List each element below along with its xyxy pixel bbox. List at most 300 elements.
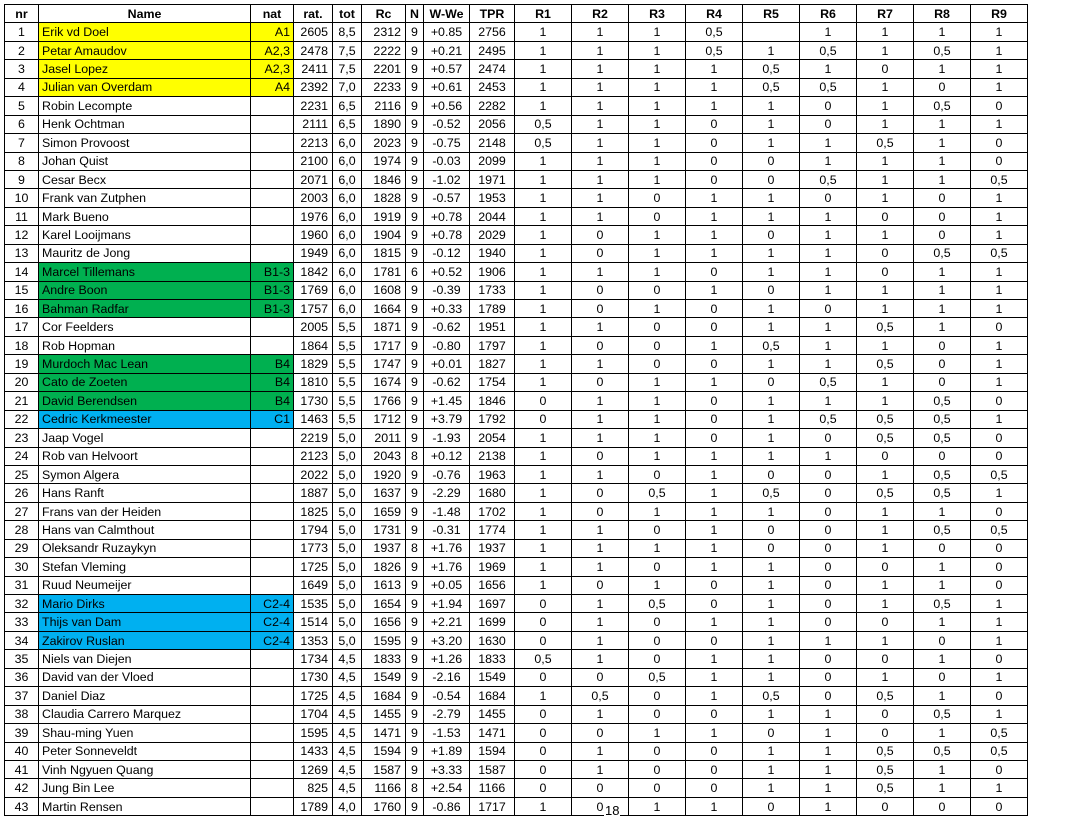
round-9-result: 1 bbox=[971, 484, 1028, 502]
player-tpr: 1630 bbox=[470, 631, 515, 649]
player-w-we: +1.76 bbox=[424, 558, 470, 576]
player-nr: 13 bbox=[5, 244, 39, 262]
player-group: A2,3 bbox=[251, 41, 294, 59]
round-3-result: 1 bbox=[629, 447, 686, 465]
player-rating: 1514 bbox=[294, 613, 333, 631]
player-rating: 1730 bbox=[294, 392, 333, 410]
round-8-result: 0 bbox=[914, 226, 971, 244]
player-games: 9 bbox=[406, 631, 424, 649]
round-5-result: 1 bbox=[743, 207, 800, 225]
player-name: Petar Amaudov bbox=[39, 41, 251, 59]
player-group bbox=[251, 189, 294, 207]
player-nr: 40 bbox=[5, 742, 39, 760]
player-name: Cor Feelders bbox=[39, 318, 251, 336]
player-nr: 7 bbox=[5, 134, 39, 152]
round-6-result: 0 bbox=[800, 668, 857, 686]
round-7-result: 0 bbox=[857, 447, 914, 465]
player-w-we: +0.85 bbox=[424, 23, 470, 41]
player-total: 4,5 bbox=[333, 779, 362, 797]
player-total: 5,0 bbox=[333, 502, 362, 520]
round-6-result: 1 bbox=[800, 207, 857, 225]
player-rc: 1781 bbox=[362, 263, 406, 281]
table-row bbox=[5, 263, 1028, 281]
player-nr: 22 bbox=[5, 410, 39, 428]
player-tpr: 1697 bbox=[470, 595, 515, 613]
round-9-result: 0 bbox=[971, 152, 1028, 170]
round-8-result: 0,5 bbox=[914, 742, 971, 760]
player-nr: 39 bbox=[5, 724, 39, 742]
player-name: Martin Rensen bbox=[39, 797, 251, 815]
table-row bbox=[5, 576, 1028, 594]
table-row bbox=[5, 687, 1028, 705]
round-2-result: 1 bbox=[572, 558, 629, 576]
player-rc: 1654 bbox=[362, 595, 406, 613]
player-rating: 1794 bbox=[294, 521, 333, 539]
player-group bbox=[251, 687, 294, 705]
round-5-result: 1 bbox=[743, 650, 800, 668]
table-row bbox=[5, 78, 1028, 96]
round-5-result: 1 bbox=[743, 263, 800, 281]
player-name: Mario Dirks bbox=[39, 595, 251, 613]
round-1-result: 0 bbox=[515, 595, 572, 613]
round-5-result: 0,5 bbox=[743, 60, 800, 78]
round-7-result: 1 bbox=[857, 631, 914, 649]
round-4-result: 1 bbox=[686, 60, 743, 78]
round-6-result: 1 bbox=[800, 152, 857, 170]
round-8-result: 0,5 bbox=[914, 392, 971, 410]
round-8-result: 0 bbox=[914, 207, 971, 225]
player-games: 9 bbox=[406, 152, 424, 170]
round-2-result: 0 bbox=[572, 668, 629, 686]
table-row bbox=[5, 742, 1028, 760]
round-6-result: 1 bbox=[800, 23, 857, 41]
round-5-result: 1 bbox=[743, 760, 800, 778]
player-nr: 17 bbox=[5, 318, 39, 336]
round-5-result: 0,5 bbox=[743, 484, 800, 502]
round-1-result: 1 bbox=[515, 336, 572, 354]
round-7-result: 1 bbox=[857, 23, 914, 41]
round-5-result: 0 bbox=[743, 170, 800, 188]
round-4-result: 0 bbox=[686, 392, 743, 410]
player-w-we: +3.79 bbox=[424, 410, 470, 428]
round-9-result: 0,5 bbox=[971, 465, 1028, 483]
player-tpr: 2054 bbox=[470, 429, 515, 447]
player-games: 9 bbox=[406, 650, 424, 668]
player-tpr: 1656 bbox=[470, 576, 515, 594]
round-6-result: 0 bbox=[800, 502, 857, 520]
player-w-we: -0.54 bbox=[424, 687, 470, 705]
player-tpr: 2282 bbox=[470, 97, 515, 115]
player-nr: 28 bbox=[5, 521, 39, 539]
player-tpr: 1680 bbox=[470, 484, 515, 502]
player-rc: 1587 bbox=[362, 760, 406, 778]
player-total: 5,5 bbox=[333, 336, 362, 354]
player-group bbox=[251, 170, 294, 188]
player-total: 4,5 bbox=[333, 668, 362, 686]
round-1-result: 0,5 bbox=[515, 134, 572, 152]
player-rating: 2071 bbox=[294, 170, 333, 188]
round-8-result: 1 bbox=[914, 724, 971, 742]
round-5-result: 1 bbox=[743, 244, 800, 262]
player-rating: 1734 bbox=[294, 650, 333, 668]
player-tpr: 1951 bbox=[470, 318, 515, 336]
round-7-result: 1 bbox=[857, 97, 914, 115]
header-w-we: W-We bbox=[424, 5, 470, 23]
player-rating: 2392 bbox=[294, 78, 333, 96]
round-1-result: 1 bbox=[515, 465, 572, 483]
player-total: 5,0 bbox=[333, 484, 362, 502]
round-2-result: 0 bbox=[572, 576, 629, 594]
round-8-result: 1 bbox=[914, 23, 971, 41]
player-group: B4 bbox=[251, 373, 294, 391]
player-rc: 1664 bbox=[362, 300, 406, 318]
player-name: Marcel Tillemans bbox=[39, 263, 251, 281]
round-1-result: 0 bbox=[515, 410, 572, 428]
player-tpr: 1754 bbox=[470, 373, 515, 391]
player-nr: 30 bbox=[5, 558, 39, 576]
table-row bbox=[5, 134, 1028, 152]
round-1-result: 1 bbox=[515, 355, 572, 373]
round-8-result: 0,5 bbox=[914, 705, 971, 723]
player-w-we: +2.21 bbox=[424, 613, 470, 631]
round-9-result: 0,5 bbox=[971, 521, 1028, 539]
round-1-result: 0 bbox=[515, 742, 572, 760]
player-tpr: 1471 bbox=[470, 724, 515, 742]
player-group: A1 bbox=[251, 23, 294, 41]
table-row bbox=[5, 226, 1028, 244]
player-tpr: 1971 bbox=[470, 170, 515, 188]
round-5-result: 0 bbox=[743, 281, 800, 299]
player-rc: 1846 bbox=[362, 170, 406, 188]
player-group: C1 bbox=[251, 410, 294, 428]
player-total: 5,5 bbox=[333, 410, 362, 428]
round-6-result: 0 bbox=[800, 595, 857, 613]
table-row bbox=[5, 521, 1028, 539]
round-8-result: 1 bbox=[914, 650, 971, 668]
round-6-result: 0 bbox=[800, 465, 857, 483]
player-name: Niels van Diejen bbox=[39, 650, 251, 668]
round-1-result: 1 bbox=[515, 41, 572, 59]
table-row bbox=[5, 465, 1028, 483]
player-tpr: 1166 bbox=[470, 779, 515, 797]
player-name: Claudia Carrero Marquez bbox=[39, 705, 251, 723]
round-2-result: 0 bbox=[572, 300, 629, 318]
player-w-we: +0.56 bbox=[424, 97, 470, 115]
player-games: 9 bbox=[406, 281, 424, 299]
round-6-result: 1 bbox=[800, 447, 857, 465]
player-rc: 2043 bbox=[362, 447, 406, 465]
player-nr: 34 bbox=[5, 631, 39, 649]
round-3-result: 1 bbox=[629, 23, 686, 41]
round-5-result: 0 bbox=[743, 373, 800, 391]
round-8-result: 1 bbox=[914, 115, 971, 133]
header-r3: R3 bbox=[629, 5, 686, 23]
player-tpr: 2056 bbox=[470, 115, 515, 133]
round-4-result: 1 bbox=[686, 650, 743, 668]
round-1-result: 1 bbox=[515, 521, 572, 539]
player-total: 5,5 bbox=[333, 373, 362, 391]
round-5-result: 0,5 bbox=[743, 78, 800, 96]
player-name: Symon Algera bbox=[39, 465, 251, 483]
header-r1: R1 bbox=[515, 5, 572, 23]
round-1-result: 1 bbox=[515, 687, 572, 705]
player-w-we: +0.12 bbox=[424, 447, 470, 465]
round-1-result: 1 bbox=[515, 207, 572, 225]
table-row bbox=[5, 152, 1028, 170]
round-8-result: 1 bbox=[914, 134, 971, 152]
player-games: 9 bbox=[406, 797, 424, 815]
round-5-result: 1 bbox=[743, 502, 800, 520]
player-tpr: 1833 bbox=[470, 650, 515, 668]
round-9-result: 1 bbox=[971, 355, 1028, 373]
player-games: 9 bbox=[406, 134, 424, 152]
player-name: Cedric Kerkmeester bbox=[39, 410, 251, 428]
round-3-result: 0,5 bbox=[629, 668, 686, 686]
player-w-we: +3.33 bbox=[424, 760, 470, 778]
round-9-result: 0 bbox=[971, 447, 1028, 465]
round-4-result: 0 bbox=[686, 705, 743, 723]
player-w-we: +0.05 bbox=[424, 576, 470, 594]
round-1-result: 1 bbox=[515, 576, 572, 594]
player-name: Rob van Helvoort bbox=[39, 447, 251, 465]
player-name: Johan Quist bbox=[39, 152, 251, 170]
player-games: 9 bbox=[406, 613, 424, 631]
round-4-result: 1 bbox=[686, 613, 743, 631]
table-row bbox=[5, 392, 1028, 410]
round-5-result: 1 bbox=[743, 410, 800, 428]
round-7-result: 0 bbox=[857, 705, 914, 723]
round-8-result: 0 bbox=[914, 447, 971, 465]
player-tpr: 1789 bbox=[470, 300, 515, 318]
round-9-result: 1 bbox=[971, 189, 1028, 207]
round-3-result: 0 bbox=[629, 281, 686, 299]
player-group bbox=[251, 502, 294, 520]
round-5-result: 1 bbox=[743, 392, 800, 410]
round-4-result: 1 bbox=[686, 97, 743, 115]
player-nr: 14 bbox=[5, 263, 39, 281]
round-9-result: 0 bbox=[971, 576, 1028, 594]
round-1-result: 1 bbox=[515, 539, 572, 557]
table-row bbox=[5, 631, 1028, 649]
round-9-result: 1 bbox=[971, 60, 1028, 78]
round-4-result: 0 bbox=[686, 318, 743, 336]
player-rc: 1815 bbox=[362, 244, 406, 262]
round-3-result: 1 bbox=[629, 373, 686, 391]
round-6-result: 0 bbox=[800, 558, 857, 576]
round-4-result: 1 bbox=[686, 687, 743, 705]
player-group bbox=[251, 797, 294, 815]
round-1-result: 0 bbox=[515, 705, 572, 723]
player-games: 8 bbox=[406, 779, 424, 797]
player-name: Ruud Neumeijer bbox=[39, 576, 251, 594]
player-name: Cato de Zoeten bbox=[39, 373, 251, 391]
player-w-we: +0.33 bbox=[424, 300, 470, 318]
round-1-result: 1 bbox=[515, 281, 572, 299]
table-row bbox=[5, 447, 1028, 465]
player-w-we: +1.94 bbox=[424, 595, 470, 613]
round-8-result: 0,5 bbox=[914, 97, 971, 115]
player-games: 9 bbox=[406, 521, 424, 539]
round-4-result: 0 bbox=[686, 779, 743, 797]
player-group: C2-4 bbox=[251, 631, 294, 649]
table-row bbox=[5, 41, 1028, 59]
player-w-we: +1.26 bbox=[424, 650, 470, 668]
round-7-result: 0,5 bbox=[857, 779, 914, 797]
player-games: 9 bbox=[406, 502, 424, 520]
round-3-result: 1 bbox=[629, 502, 686, 520]
player-name: Jaap Vogel bbox=[39, 429, 251, 447]
round-9-result: 1 bbox=[971, 595, 1028, 613]
round-9-result: 0 bbox=[971, 318, 1028, 336]
player-total: 6,0 bbox=[333, 207, 362, 225]
player-rc: 1594 bbox=[362, 742, 406, 760]
player-nr: 36 bbox=[5, 668, 39, 686]
player-total: 5,0 bbox=[333, 595, 362, 613]
player-group: C2-4 bbox=[251, 595, 294, 613]
round-1-result: 0 bbox=[515, 724, 572, 742]
round-4-result: 1 bbox=[686, 447, 743, 465]
player-games: 9 bbox=[406, 429, 424, 447]
round-5-result: 0 bbox=[743, 465, 800, 483]
table-row bbox=[5, 502, 1028, 520]
player-nr: 10 bbox=[5, 189, 39, 207]
player-w-we: -0.31 bbox=[424, 521, 470, 539]
round-7-result: 0,5 bbox=[857, 134, 914, 152]
round-5-result: 1 bbox=[743, 97, 800, 115]
round-9-result: 1 bbox=[971, 668, 1028, 686]
round-6-result: 1 bbox=[800, 134, 857, 152]
round-1-result: 1 bbox=[515, 152, 572, 170]
player-group bbox=[251, 539, 294, 557]
round-7-result: 1 bbox=[857, 41, 914, 59]
header-n: N bbox=[406, 5, 424, 23]
round-2-result: 1 bbox=[572, 97, 629, 115]
round-5-result: 0,5 bbox=[743, 336, 800, 354]
round-3-result: 0 bbox=[629, 189, 686, 207]
player-total: 6,0 bbox=[333, 263, 362, 281]
round-1-result: 1 bbox=[515, 300, 572, 318]
header-rating: rat. bbox=[294, 5, 333, 23]
round-2-result: 1 bbox=[572, 78, 629, 96]
round-6-result: 0,5 bbox=[800, 170, 857, 188]
player-rc: 2011 bbox=[362, 429, 406, 447]
player-w-we: -2.79 bbox=[424, 705, 470, 723]
round-4-result: 0 bbox=[686, 152, 743, 170]
round-9-result: 0,5 bbox=[971, 244, 1028, 262]
player-total: 4,5 bbox=[333, 742, 362, 760]
standings-table bbox=[4, 4, 1028, 816]
round-6-result: 0,5 bbox=[800, 410, 857, 428]
round-9-result: 0 bbox=[971, 392, 1028, 410]
player-total: 6,0 bbox=[333, 189, 362, 207]
round-8-result: 1 bbox=[914, 558, 971, 576]
round-2-result: 0 bbox=[572, 502, 629, 520]
player-w-we: -0.86 bbox=[424, 797, 470, 815]
player-tpr: 1699 bbox=[470, 613, 515, 631]
player-rc: 2116 bbox=[362, 97, 406, 115]
round-8-result: 1 bbox=[914, 300, 971, 318]
player-rc: 1760 bbox=[362, 797, 406, 815]
round-7-result: 0 bbox=[857, 650, 914, 668]
round-5-result: 1 bbox=[743, 447, 800, 465]
player-rc: 1659 bbox=[362, 502, 406, 520]
player-w-we: +2.54 bbox=[424, 779, 470, 797]
round-1-result: 1 bbox=[515, 797, 572, 815]
round-2-result: 0 bbox=[572, 779, 629, 797]
round-4-result: 0 bbox=[686, 631, 743, 649]
player-w-we: -0.80 bbox=[424, 336, 470, 354]
player-tpr: 2474 bbox=[470, 60, 515, 78]
player-rating: 1825 bbox=[294, 502, 333, 520]
round-1-result: 0 bbox=[515, 668, 572, 686]
player-w-we: +0.21 bbox=[424, 41, 470, 59]
player-rc: 1166 bbox=[362, 779, 406, 797]
player-name: Mark Bueno bbox=[39, 207, 251, 225]
round-5-result: 1 bbox=[743, 595, 800, 613]
player-rc: 1717 bbox=[362, 336, 406, 354]
table-row bbox=[5, 336, 1028, 354]
round-9-result: 0 bbox=[971, 797, 1028, 815]
round-9-result: 1 bbox=[971, 226, 1028, 244]
player-total: 7,5 bbox=[333, 60, 362, 78]
round-6-result: 0,5 bbox=[800, 41, 857, 59]
player-rating: 1773 bbox=[294, 539, 333, 557]
round-3-result: 1 bbox=[629, 300, 686, 318]
player-total: 4,5 bbox=[333, 760, 362, 778]
round-3-result: 0 bbox=[629, 318, 686, 336]
round-9-result: 1 bbox=[971, 410, 1028, 428]
player-total: 4,5 bbox=[333, 724, 362, 742]
player-tpr: 2148 bbox=[470, 134, 515, 152]
round-7-result: 1 bbox=[857, 281, 914, 299]
player-games: 9 bbox=[406, 355, 424, 373]
player-tpr: 1906 bbox=[470, 263, 515, 281]
player-name: Erik vd Doel bbox=[39, 23, 251, 41]
player-rating: 1725 bbox=[294, 687, 333, 705]
table-row bbox=[5, 613, 1028, 631]
round-7-result: 1 bbox=[857, 189, 914, 207]
player-w-we: +3.20 bbox=[424, 631, 470, 649]
round-4-result: 1 bbox=[686, 226, 743, 244]
player-nr: 16 bbox=[5, 300, 39, 318]
round-3-result: 1 bbox=[629, 152, 686, 170]
player-group bbox=[251, 336, 294, 354]
round-4-result: 0 bbox=[686, 134, 743, 152]
player-nr: 3 bbox=[5, 60, 39, 78]
round-4-result: 0 bbox=[686, 410, 743, 428]
player-name: Jung Bin Lee bbox=[39, 779, 251, 797]
player-games: 9 bbox=[406, 595, 424, 613]
table-row bbox=[5, 318, 1028, 336]
round-1-result: 1 bbox=[515, 502, 572, 520]
round-1-result: 1 bbox=[515, 263, 572, 281]
player-total: 5,0 bbox=[333, 429, 362, 447]
round-1-result: 1 bbox=[515, 170, 572, 188]
round-8-result: 0,5 bbox=[914, 41, 971, 59]
round-8-result: 1 bbox=[914, 760, 971, 778]
round-9-result: 1 bbox=[971, 41, 1028, 59]
player-tpr: 1953 bbox=[470, 189, 515, 207]
round-7-result: 0,5 bbox=[857, 318, 914, 336]
round-3-result: 1 bbox=[629, 263, 686, 281]
player-name: Mauritz de Jong bbox=[39, 244, 251, 262]
round-3-result: 0 bbox=[629, 705, 686, 723]
player-rc: 1890 bbox=[362, 115, 406, 133]
player-total: 6,0 bbox=[333, 152, 362, 170]
player-games: 9 bbox=[406, 189, 424, 207]
round-8-result: 1 bbox=[914, 502, 971, 520]
round-2-result: 1 bbox=[572, 41, 629, 59]
